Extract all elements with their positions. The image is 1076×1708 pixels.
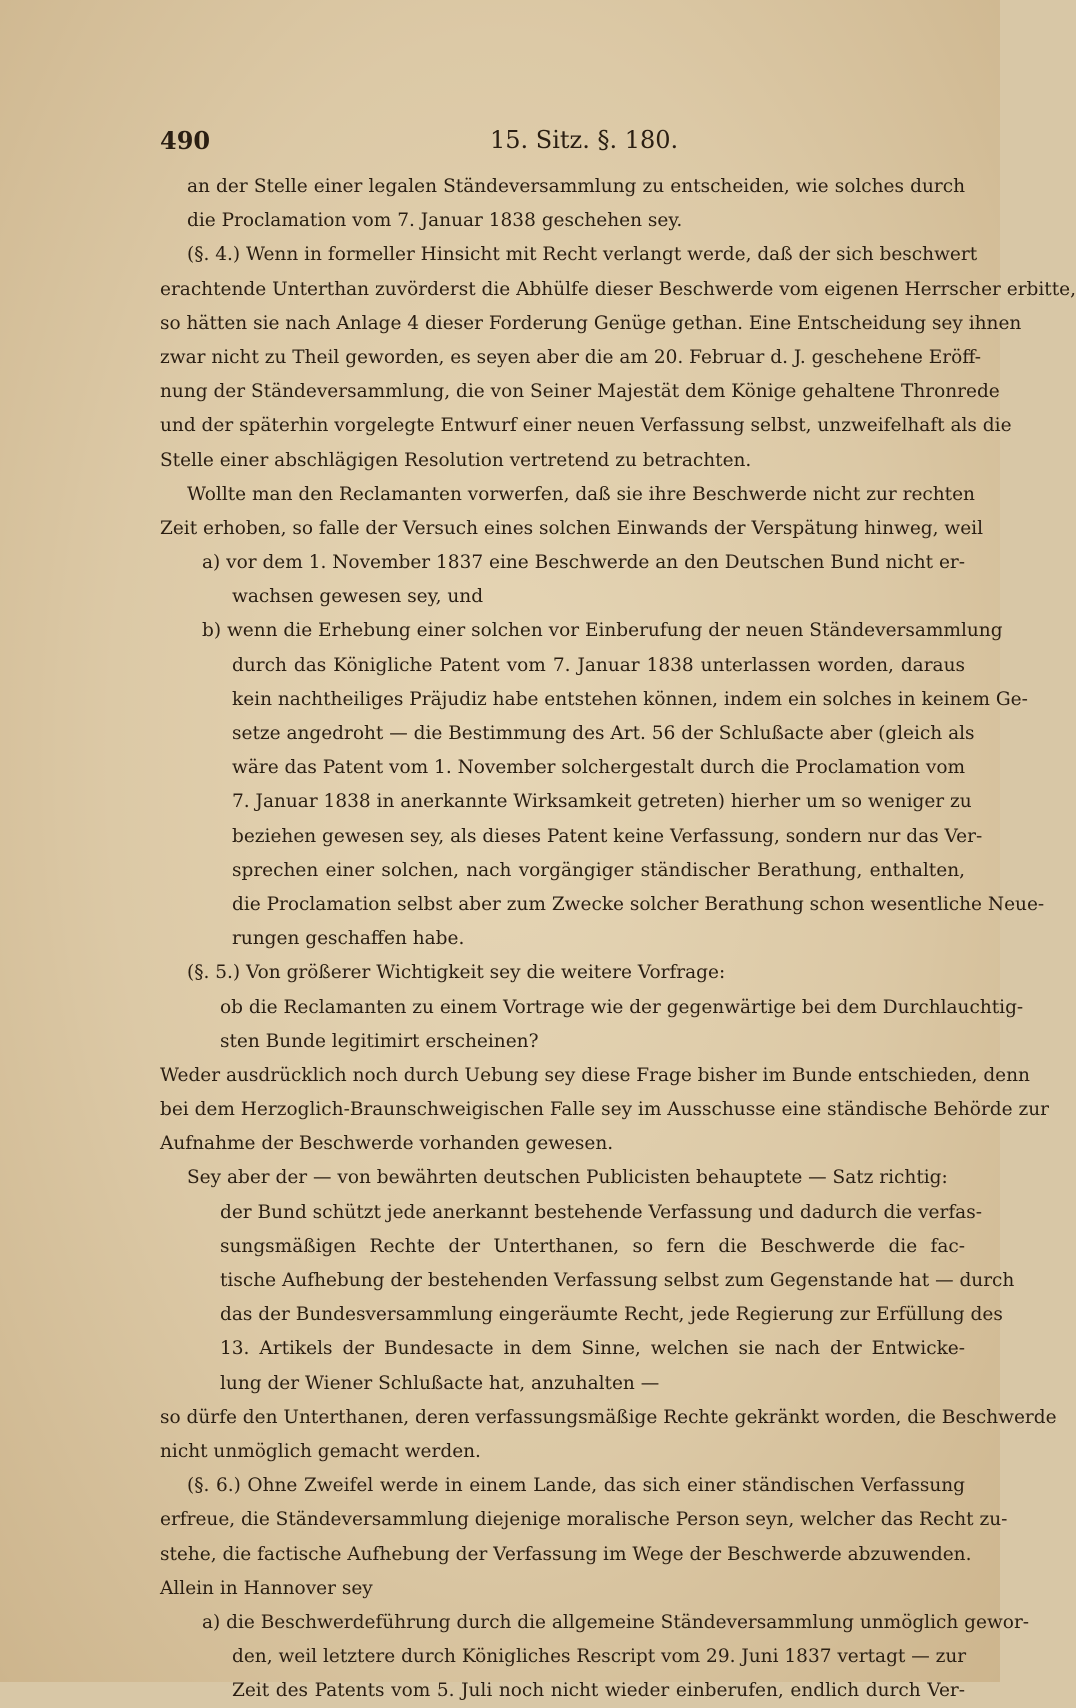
text-line: erachtende Unterthan zuvörderst die Abhülfe dieser Beschwerde vom eigenen Herrscher erbitte, <box>160 278 1076 300</box>
text-line: kein nachtheiliges Präjudiz habe entstehen können, indem ein solches in keinem Ge- <box>232 688 1028 710</box>
text-line: nung der Ständeversammlung, die von Seiner Majestät dem Könige gehaltene Thronrede <box>160 381 1000 403</box>
text-line: die Proclamation vom 7. Januar 1838 geschehen sey. <box>187 210 683 232</box>
text-line: rungen geschaffen habe. <box>232 928 465 950</box>
text-line: erfreue, die Ständeversammlung diejenige moralische Person seyn, welcher das Recht zu- <box>160 1509 1008 1531</box>
text-line: Sey aber der — von bewährten deutschen Publicisten behauptete — Satz richtig: <box>187 1167 948 1189</box>
text-line: zwar nicht zu Theil geworden, es seyen aber die am 20. Februar d. J. geschehene Eröff- <box>160 346 981 368</box>
text-line: (§. 5.) Von größerer Wichtigkeit sey die weitere Vorfrage: <box>187 962 726 984</box>
text-line: Allein in Hannover sey <box>160 1577 373 1599</box>
text-line: nicht unmöglich gemacht werden. <box>160 1440 481 1462</box>
text-line: 13. Artikels der Bundesacte in dem Sinne, welchen sie nach der Entwicke- <box>220 1338 965 1360</box>
text-line: und der späterhin vorgelegte Entwurf einer neuen Verfassung selbst, unzweifelhaft als die <box>160 415 1012 437</box>
text-line: Stelle einer abschlägigen Resolution vertretend zu betrachten. <box>160 449 752 471</box>
text-line: (§. 6.) Ohne Zweifel werde in einem Lande, das sich einer ständischen Verfassung <box>187 1475 965 1497</box>
text-line: Zeit erhoben, so falle der Versuch eines solchen Einwands der Verspätung hinweg, weil <box>160 517 984 539</box>
text-line: den, weil letztere durch Königliches Rescript vom 29. Juni 1837 vertagt — zur <box>232 1646 967 1668</box>
text-line: setze angedroht — die Bestimmung des Art. 56 der Schlußacte aber (gleich als <box>232 723 975 744</box>
page-number: 490 <box>160 126 211 155</box>
text-line: ob die Reclamanten zu einem Vortrage wie der gegenwärtige bei dem Durchlauchtig- <box>220 996 1024 1018</box>
text-line: sprechen einer solchen, nach vorgängiger ständischer Berathung, enthalten, <box>232 859 965 881</box>
text-line: b) wenn die Erhebung einer solchen vor Einberufung der neuen Ständeversammlung <box>202 620 1003 642</box>
text-line: Zeit des Patents vom 5. Juli noch nicht wieder einberufen, endlich durch Ver- <box>232 1680 965 1702</box>
text-line: sungsmäßigen Rechte der Unterthanen, so fern die Beschwerde die fac- <box>220 1235 965 1257</box>
text-line: tische Aufhebung der bestehenden Verfassung selbst zum Gegenstande hat — durch <box>220 1270 1015 1291</box>
text-line: bei dem Herzoglich-Braunschweigischen Falle sey im Ausschusse eine ständische Behörde zur <box>160 1099 1049 1121</box>
text-line: (§. 4.) Wenn in formeller Hinsicht mit Recht verlangt werde, daß der sich beschwert <box>187 244 978 266</box>
text-line: a) die Beschwerdeführung durch die allgemeine Ständeversammlung unmöglich gewor- <box>202 1611 1030 1633</box>
text-line: so dürfe den Unterthanen, deren verfassungsmäßige Rechte gekränkt worden, die Beschwerde <box>160 1406 1057 1428</box>
text-line: Weder ausdrücklich noch durch Uebung sey diese Frage bisher im Bunde entschieden, denn <box>160 1064 1030 1086</box>
text-line: beziehen gewesen sey, als dieses Patent keine Verfassung, sondern nur das Ver- <box>232 825 983 847</box>
text-line: an der Stelle einer legalen Ständeversammlung zu entscheiden, wie solches durch <box>187 176 965 197</box>
text-line: durch das Königliche Patent vom 7. Januar 1838 unterlassen worden, daraus <box>232 654 965 676</box>
text-line: Aufnahme der Beschwerde vorhanden gewesen. <box>160 1133 614 1155</box>
text-line: 7. Januar 1838 in anerkannte Wirksamkeit getreten) hierher um so weniger zu <box>232 791 972 813</box>
text-line: das der Bundesversammlung eingeräumte Recht, jede Regierung zur Erfüllung des <box>220 1304 1003 1326</box>
text-line: Wollte man den Reclamanten vorwerfen, daß sie ihre Beschwerde nicht zur rechten <box>187 483 975 505</box>
body-text <box>160 170 1076 1708</box>
running-head: 15. Sitz. §. 180. <box>490 126 679 154</box>
text-line: so hätten sie nach Anlage 4 dieser Forderung Genüge gethan. Eine Entscheidung sey ihnen <box>160 312 1022 334</box>
text-line: a) vor dem 1. November 1837 eine Beschwerde an den Deutschen Bund nicht er- <box>202 552 965 574</box>
text-line: wachsen gewesen sey, und <box>232 586 484 608</box>
text-line: wäre das Patent vom 1. November solchergestalt durch die Proclamation vom <box>232 757 966 779</box>
page-header <box>160 126 760 156</box>
text-line: sten Bunde legitimirt erscheinen? <box>220 1030 539 1052</box>
text-line: lung der Wiener Schlußacte hat, anzuhalten — <box>220 1372 660 1394</box>
text-line: stehe, die factische Aufhebung der Verfassung im Wege der Beschwerde abzuwenden. <box>160 1543 972 1565</box>
text-line: der Bund schützt jede anerkannt bestehende Verfassung und dadurch die verfas- <box>220 1201 982 1223</box>
text-line: die Proclamation selbst aber zum Zwecke solcher Berathung schon wesentliche Neue- <box>232 893 1045 915</box>
